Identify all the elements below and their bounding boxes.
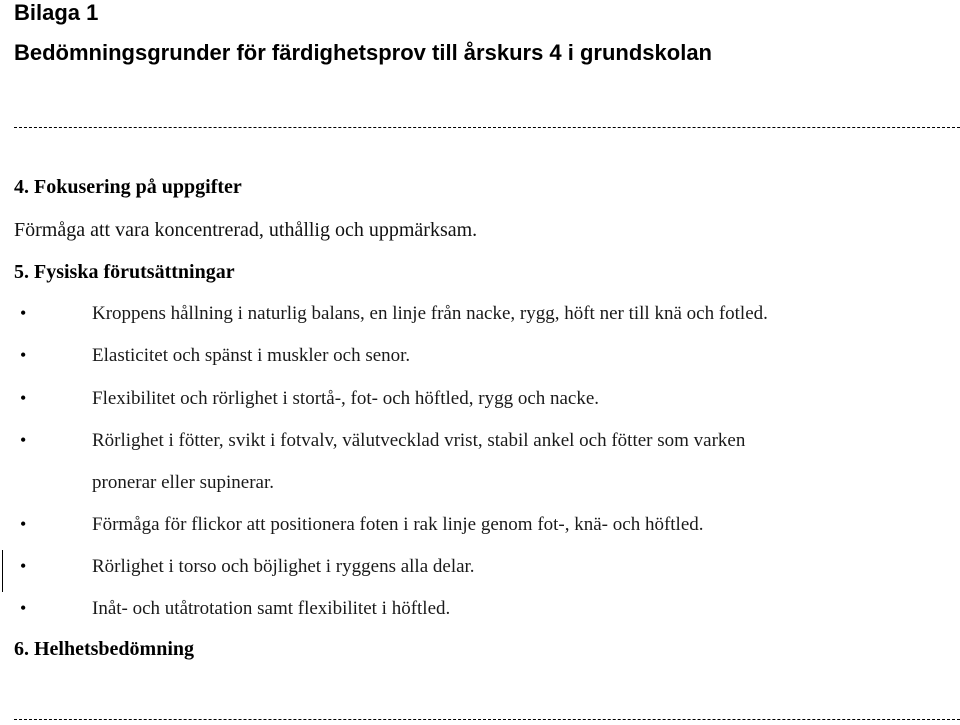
section-4-text: Förmåga att vara koncentrerad, uthållig och uppmärksam. xyxy=(14,219,478,241)
bullet-item: Förmåga för flickor att positionera foten i rak linje genom fot-, knä- och höftled. xyxy=(92,514,704,535)
bullet-icon: • xyxy=(20,303,27,323)
bullet-icon: • xyxy=(20,598,27,618)
bullet-icon: • xyxy=(20,430,27,450)
section-4-heading: 4. Fokusering på uppgifter xyxy=(14,176,242,198)
section-6-heading: 6. Helhetsbedömning xyxy=(14,638,195,660)
bullet-item: Rörlighet i torso och böjlighet i ryggens alla delar. xyxy=(92,556,475,577)
bullet-item: Inåt- och utåtrotation samt flexibilitet i höftled. xyxy=(92,598,451,619)
bullet-icon: • xyxy=(20,388,27,408)
bullet-item: Flexibilitet och rörlighet i stortå-, fot- och höftled, rygg och nacke. xyxy=(92,388,600,409)
bullet-item: Kroppens hållning i naturlig balans, en linje från nacke, rygg, höft ner till knä och fotled. xyxy=(92,303,768,324)
bullet-item: Rörlighet i fötter, svikt i fotvalv, välutvecklad vrist, stabil ankel och fötter som varken xyxy=(92,430,746,451)
bullet-item-continuation: pronerar eller supinerar. xyxy=(92,472,274,493)
document-title: Bedömningsgrunder för färdighetsprov till årskurs 4 i grundskolan xyxy=(14,40,712,65)
bullet-icon: • xyxy=(20,556,27,576)
revision-change-bar xyxy=(2,550,3,592)
appendix-label: Bilaga 1 xyxy=(14,0,99,25)
bullet-icon: • xyxy=(20,345,27,365)
bullet-item: Elasticitet och spänst i muskler och senor. xyxy=(92,345,411,366)
dashed-divider-bottom xyxy=(14,719,960,720)
section-5-heading: 5. Fysiska förutsättningar xyxy=(14,261,235,283)
dashed-divider-top xyxy=(14,127,960,128)
bullet-icon: • xyxy=(20,514,27,534)
